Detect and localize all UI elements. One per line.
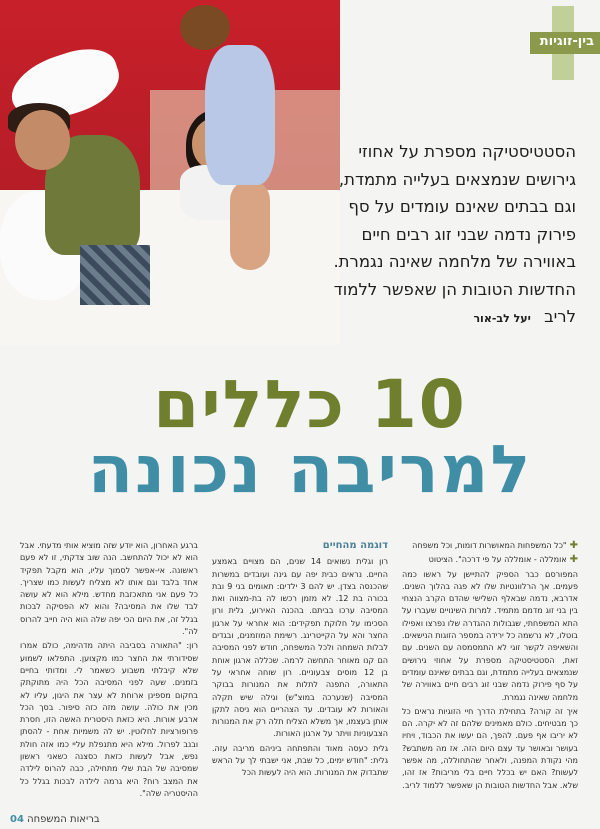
section-label: בין-זוגיות <box>539 34 594 49</box>
lead-text: הסטטיסטיקה מספרת על אחוזי גירושים שנמצאים בעלייה מתמדת, וגם בבתים שאינם עומדים על סף פירוק נדמה שבני זוג רבים חיים באווירה של מלחמה שאינה נגמרת. החדשות הטובות הן שאפשר ללמוד לריב <box>333 142 576 326</box>
byline: יעל לב-אור <box>473 312 531 325</box>
plus-bullet-icon: ✚ <box>569 540 578 551</box>
photo-man-shorts <box>80 245 150 305</box>
body-paragraph: רון וגלית נשואים 14 שנים, הם מצויים באמצע החיים. נראים כבית יפה עם גינה ועובדים במשרות שהכנסה בצדן. יש להם 3 ילדים: תאומים בני 9 ובת בכורה בת 12. לא מזמן רכשו לה בת-מצווה ואת המסיבה ערכו בביתם. בהכנה האירוע, גלית ורון הסכימו על חלוקת תפקידים: הוא אחראי על ארגון החצר והא על הקייטרינג. רשימת המוזמנים, ובגדים לבלות השמחה ולכל המשפחה, חודש לפני המסיבה הם קנו מאוחר התחשה לרמה. שכללה ארגון אוחת בן 12 מוסים צבעוניים. רון שוחה אחראי על התאורה, התפנה לתלות את המנורות בבוקר המסיבה (שנערכה במוצ"ש) וגילה שיש תקלה והאורות לא עובדים. עד הצהריים הוא ניסה לתקן אותן בעצמו, אך משלא הצליח תלה רק את המנורות הצבעוניות וויתר על ארגון האורות. <box>212 557 389 739</box>
headline-line-1: 10 כללים <box>153 366 467 443</box>
column-middle <box>212 540 388 782</box>
page-footer <box>0 808 600 829</box>
lead-paragraph <box>321 138 576 333</box>
section-tab <box>530 32 600 54</box>
subheading: דוגמה מהחיים <box>322 540 388 551</box>
bullet-item: ✚אומללה - אומללה על פי דרכה". הציטוט <box>428 554 578 566</box>
magazine-name: בריאות המשפחה <box>27 814 100 825</box>
body-paragraph: איך זה קורה? בתחילת הדרך חיי הזוגיות נראים כל כך מבטיחים. כולם מאמינים שלהם זה לא יקרה. הם לא יריבו אף פעם. להפך, הם יעשו את הכבוד, ויחיו בעושר ובאושר עד עצם היום הזה. אז מה משתבש? מהי נקודת המפנה, ולאחר שהתחוללה, מה אפשר לעשות? האם יש בכלל חיים בלי מריבות? אז זהו, שלא. אבל החדשות הטובות הן שאפשר ללמוד לריב. <box>402 706 578 790</box>
body-paragraph: רון: "התאורה בסביבה היתה מדהימה, כולם אמרו שסידורתי את החצר כמו מקצוען. התפלאו לשמוע שלא קיבלתי משבוע כשאמר לי. ומדותי בחיים בזמנים. שעה לפני המסיבה הכל היה מתוקתק בחקום מספינן ארוחת לא עצר את היגון, עליו לא מכין את כולה. עושה מזה כזה סיפור. בסך הכל ארבע אורות. היא כזאת היסטרית האשה הזו, חסרת פרופורציות לחלוטין. יש לה משמיות אחת - להסתן ובנב לפרול. מילא היא מתנפלת עליי כמו אזה חולת נפש, אבל לעשות כזאת כסצנה כשאני ראשון שמסיבה של הבת שלי מתחילה, כבה להרוס לילדה את המצב רוח? היא גרמה לילדה לבכות בגלל כל ההיסטריה שלה". <box>20 641 198 798</box>
body-paragraph: גלית כעסה מאוד והתפתחה ביניהם מריבה עזה. גלית: "חודש ימים, כל שבת, אני ישבתי לך על הראש שתבדוק את המנורות. הוא היה לעשות הכל <box>212 743 388 778</box>
headline-line-2: למריבה נכונה <box>87 431 533 508</box>
photo-girl-hair <box>180 5 230 50</box>
column-right <box>402 540 578 794</box>
photo-man-head <box>15 110 70 170</box>
family-photo <box>0 0 340 345</box>
plus-bullet-icon: ✚ <box>569 554 578 566</box>
photo-girl-legs <box>230 180 270 270</box>
folio <box>10 814 100 825</box>
column-left <box>20 540 198 802</box>
photo-girl-dress <box>205 45 275 185</box>
page-number: 04 <box>10 814 24 825</box>
bullet-item: ✚"כל המשפחות המאושרות דומות, וכל משפחה <box>412 540 578 551</box>
body-paragraph: ברגע האחרון, הוא יודע שזה מוציא אותי מדעתי. אבל הוא לא יכול להתחשב. הנה שוב צדקתי, זו לא פעם ראשונה. אי-אפשר לסמוך עליו, הוא מקבל תפקיד אחד בלבד וגם אותו לא מצליח לעשות כמו שצריך. כל פעם אני מתאכזבת מחדש. מילא הוא לא עושה לבד שלו את המסיבה? והוא לא הפסיקה לבכות בגלל זה, את היום הכי יפה שלה הוא היה חייב להרוס לה". <box>20 541 198 637</box>
body-paragraph: המפורסם כבר הספיק להתיישן על ראשו כמה פעמים. אך הרלוונטיות שלו לא פגה בהלוך השנים. אדרבא, נדמה שבאלף השלישי שהדם הקרב הנצחי בין בני זוג מדמם מתמיד. למרות השינויים שעברו על התא המשפחתי, שגבולות ההגדרה שלו נפרצו ואפילו בוטלו, לא נרשמה כל ירידה במספר הזוגות הנישאים. והשאיפה לקשר זוגי לא התמסמסה עם השנים. עם זאת, הסטטיסטיקה מספרת על אחוזי גירושים שנמצאים בעלייה מתמדת, וגם בבתים שאינם עומדים על סף פירוק נדמה שבני זוג רבים חיים באווירה של מלחמה שאינה נגמרת. <box>401 569 578 702</box>
